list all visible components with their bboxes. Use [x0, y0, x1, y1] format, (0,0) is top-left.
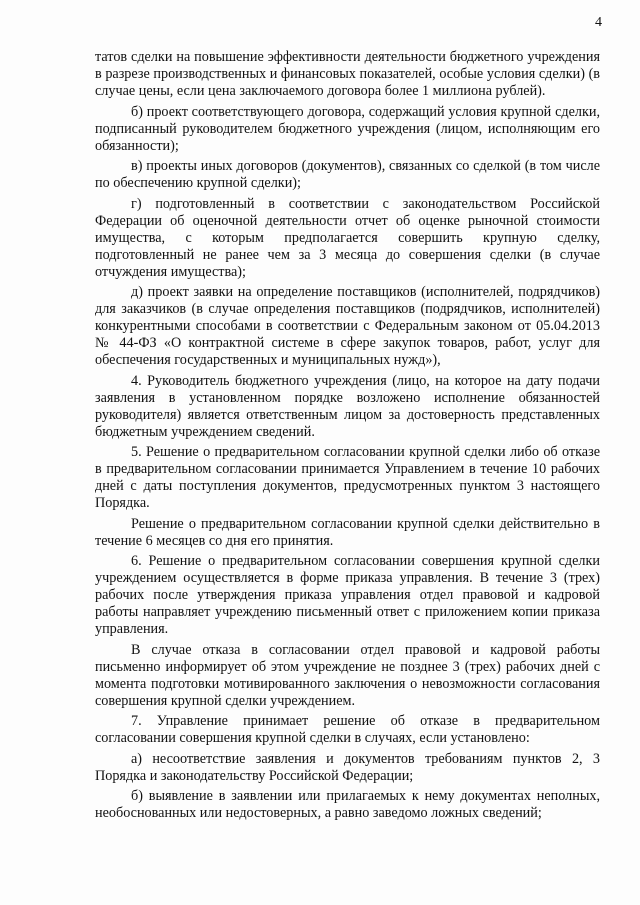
paragraph-clause-7: 7. Управление принимает решение об отказе в предварительном согласовании совершения крупной сделки в случаях, если установлено: [95, 713, 600, 746]
paragraph-item-v: в) проекты иных договоров (документов), связанных со сделкой (в том числе по обеспечению крупной сделки); [95, 158, 600, 191]
paragraph-clause-4: 4. Руководитель бюджетного учреждения (лицо, на которое на дату подачи заявления в установленном порядке возложено исполнение обязанностей руководителя) является ответственным лицом за достоверность представленных бюджетным учреждением сведений. [95, 372, 600, 440]
page-number: 4 [595, 15, 602, 30]
paragraph-clause-5: 5. Решение о предварительном согласовании крупной сделки либо об отказе в предварительном согласовании принимается Управлением в течение 10 рабочих дней с даты поступления документов, предусмотренных пунктом 3 настоящего Порядка. [95, 444, 600, 511]
paragraph-decision-validity: Решение о предварительном согласовании крупной сделки действительно в течение 6 месяцев со дня его принятия. [95, 515, 600, 549]
paragraph-item-g: г) подготовленный в соответствии с законодательством Российской Федерации об оценочной деятельности отчет об оценке рыночной стоимости имущества, с которым предполагается совершить крупную сделку, подготовленный не ранее чем за 3 месяца до совершения сделки (в случае отчуждения имущества); [95, 195, 600, 280]
paragraph-item-d: д) проект заявки на определение поставщиков (исполнителей, подрядчиков) для заказчиков (в случае определения поставщиков (подрядчиков, исполнителей) конкурентными способами в соответствии с Федеральным законом от 05.04.2013 № 44-ФЗ «О контрактной системе в сфере закупок товаров, работ, услуг для обеспечения государственных и муниципальных нужд»), [95, 284, 600, 368]
paragraph-clause-6: 6. Решение о предварительном согласовании совершения крупной сделки учреждением осуществляется в форме приказа управления. В течение 3 (трех) рабочих после утверждения приказа управления отдел правовой и кадровой работы направляет учреждению письменный ответ с приложением копии приказа управления. [95, 553, 600, 637]
paragraph-item-b: б) проект соответствующего договора, содержащий условия крупной сделки, подписанный руководителем бюджетного учреждения (лицом, исполняющим его обязанности); [95, 103, 600, 154]
paragraph-refusal-b: б) выявление в заявлении или прилагаемых к нему документах неполных, необоснованных или недостоверных, а равно заведомо ложных сведений; [95, 788, 600, 821]
document-body [95, 49, 600, 826]
paragraph-refusal-notice: В случае отказа в согласовании отдел правовой и кадровой работы письменно информирует об этом учреждение не позднее 3 (трех) рабочих дней с момента подготовки мотивированного заключения о невозможности согласования совершения крупной сделки учреждением. [95, 641, 600, 709]
paragraph-refusal-a: а) несоответствие заявления и документов требованиям пунктов 2, 3 Порядка и законодательству Российской Федерации; [95, 750, 600, 784]
paragraph-continuation: татов сделки на повышение эффективности деятельности бюджетного учреждения в разрезе производственных и финансовых показателей, особые условия сделки) (в случае цены, если цена заключаемого договора более 1 миллиона рублей). [95, 49, 600, 99]
